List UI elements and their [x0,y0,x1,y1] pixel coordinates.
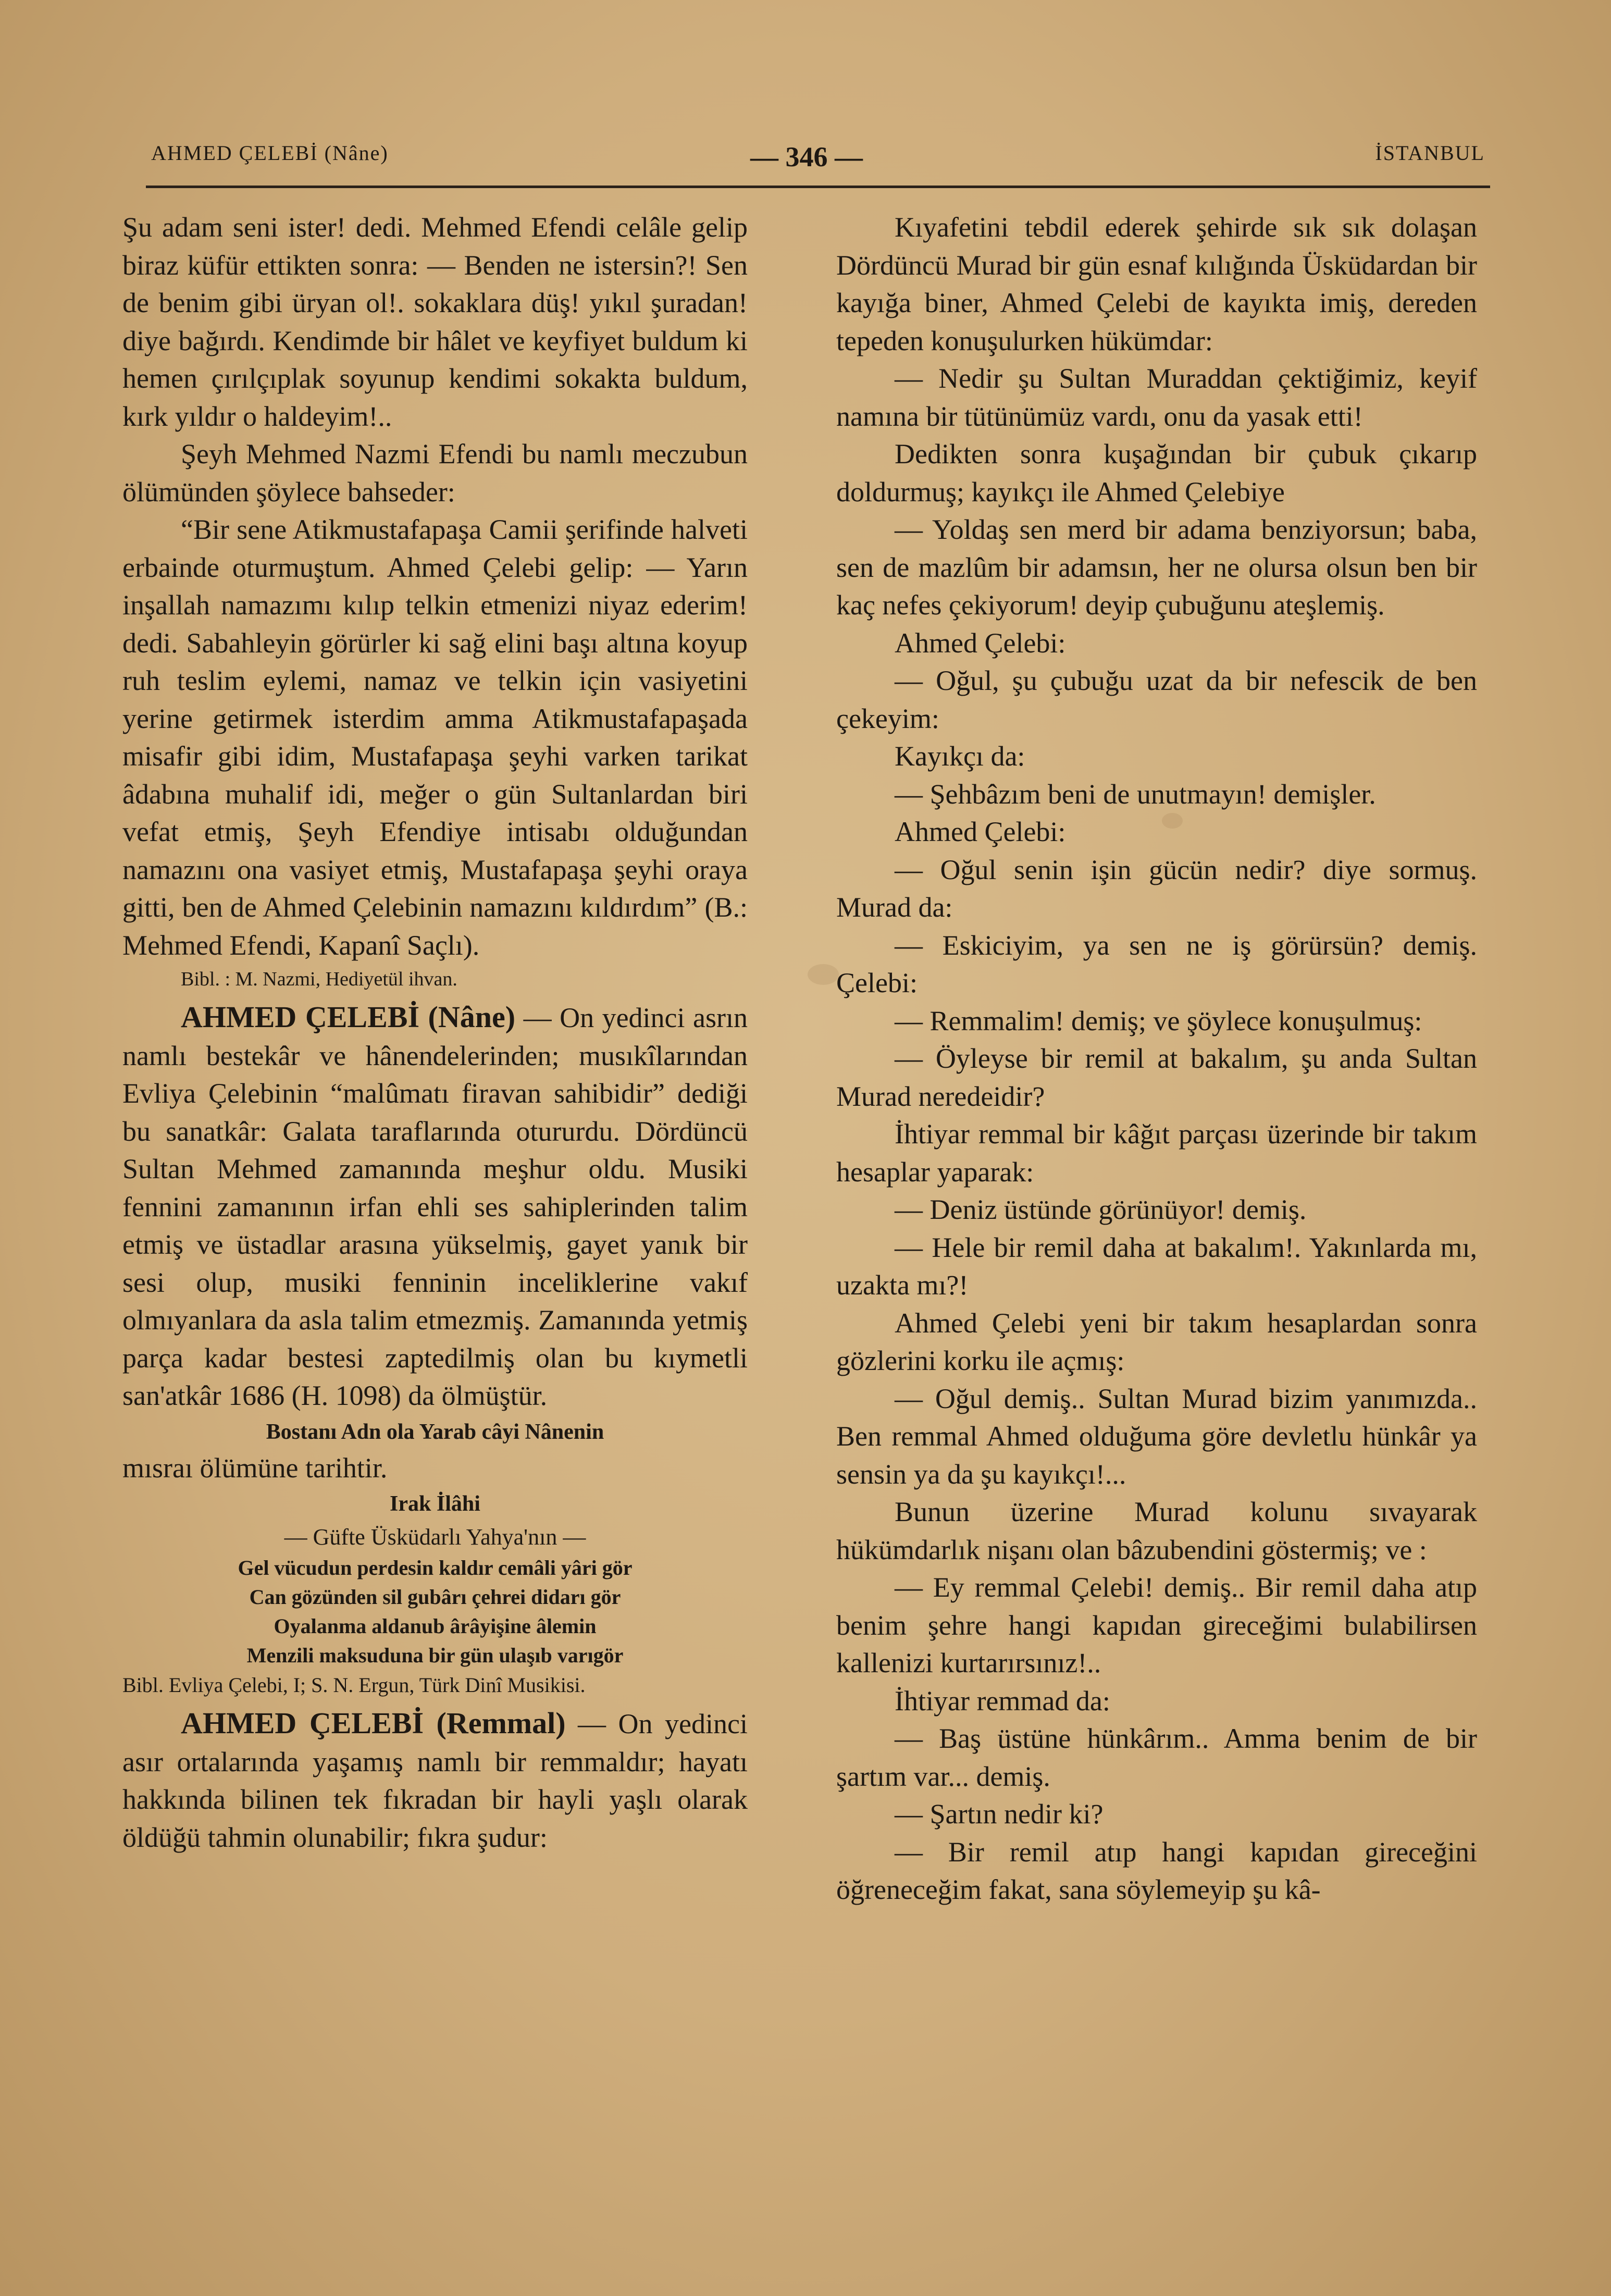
quotation: “Bir sene Atikmustafapaşa Camii şerifinde halveti erbainde oturmuştum. Ahmed Çelebi gelip: — Yarın inşallah namazımı kılıp telkin etmenizi niyaz ederim! dedi. Sabahleyin görürler ki sağ elini başı altına koyup ruh teslim eylemi, namaz ve telkin için vasiyetini yerine getirmek isterdim amma Atikmustafapaşada misafir gibi idim, Mustafapaşa şeyhi varken tarikat âdabına muhalif idi, meğer o gün Sultanlardan biri vefat etmiş, Şeyh Efendiye intisabı olduğundan namazını ona vasiyet etmiş, Mustafapaşa şeyhi oraya gitti, ben de Ahmed Çelebinin namazını kıldırdım” (B.: Mehmed Efendi, Kapanî Saçlı). [122,514,748,961]
dialogue-line: — Bir remil atıp hangi kapıdan gireceğini öğreneceğim fakat, sana söylemeyip şu kâ- [836,1836,1477,1905]
header-section: İSTANBUL [1375,141,1485,165]
paragraph: Şeyh Mehmed Nazmi Efendi bu namlı meczubun ölümünden şöylece bahseder: [122,438,748,508]
dialogue-line: — Oğul demiş.. Sultan Murad bizim yanımızda.. Ben remmal Ahmed olduğuma göre devletlu hünkâr ya sensin ya da şu kayıkçı!... [836,1382,1477,1490]
dialogue-line: — Şehbâzım beni de unutmayın! demişler. [895,778,1376,810]
dialogue-line: — Oğul senin işin gücün nedir? diye sormuş. Murad da: [836,854,1477,923]
dialogue-line: — Baş üstüne hünkârım.. Amma benim de bir şartım var... demiş. [836,1723,1477,1792]
paragraph: Şu adam seni ister! dedi. Mehmed Efendi celâle gelip biraz küfür ettikten sonra: — Benden ne istersin?! Sen de benim gibi üryan ol!. sokaklara düş! yıkıl şuradan! diye bağırdı. Kendimde bir hâlet ve keyfiyet buldum ki hemen çırılçıplak soyunup kendimi sokakta buldum, kırk yıldır o haldeyim!.. [122,212,748,432]
verse-line: Bostanı Adn ola Yarab câyi Nânenin [266,1419,604,1444]
entry-ahmed-celebi-remmal [122,1705,748,1856]
dialogue-line: — Hele bir remil daha at bakalım!. Yakınlarda mı, uzakta mı?! [836,1231,1477,1301]
dialogue-line: — Şartın nedir ki? [895,1798,1104,1830]
speaker: Kayıkçı da: [895,740,1025,772]
header-rule [146,186,1490,188]
verse-line: Can gözünden sil gubârı çehrei didarı gör [249,1585,621,1609]
paragraph: Ahmed Çelebi yeni bir takım hesaplardan sonra gözlerini korku ile açmış: [836,1307,1477,1376]
bibliography: Bibl. : M. Nazmi, Hediyetül ihvan. [181,968,457,990]
dialogue-line: — Nedir şu Sultan Muraddan çektiğimiz, keyif namına bir tütünümüz vardı, onu da yasak etti! [836,363,1477,432]
running-header [151,141,1485,182]
gufte-attribution: — Güfte Üsküdarlı Yahya'nın — [284,1524,586,1550]
entry-text: — On yedinci asır ortalarında yaşamış namlı bir remmaldır; hayatı hakkında bilinen tek fıkradan bir hayli yaşlı olarak öldüğü tahmin olunabilir; fıkra şudur: [122,1708,748,1853]
verse-line: Gel vücudun perdesin kaldır cemâli yâri gör [238,1556,633,1579]
verse-line: Oyalanma aldanub ârâyişine âlemin [274,1614,597,1638]
entry-ahmed-celebi-nane [122,998,748,1415]
entry-title: AHMED ÇELEBİ (Nâne) [181,1000,516,1034]
paragraph: İhtiyar remmal bir kâğıt parçası üzerinde bir takım hesaplar yaparak: [836,1118,1477,1188]
paper-stain [808,964,839,985]
page-number: — 346 — [750,141,863,172]
right-column [836,208,1477,1909]
entry-text: — On yedinci asrın namlı bestekâr ve hânendelerinden; musıkîlarından Evliya Çelebinin “malûmatı firavan sahibidir” dediği bu sanatkâr: Galata taraflarında otururdu. Dördüncü Sultan Mehmed zamanında meşhur oldu. Musiki fennini zamanının irfan ehli ses sahiplerinden talim etmiş ve üstadlar arasına yükselmiş, gayet yanık bir sesi olup, musiki fenninin inceliklerine vakıf olmıyanlara da asla talim etmezmiş. Zamanında yetmiş parça kadar bestesi zaptedilmiş olan bu kıymetli san'atkâr 1686 (H. 1098) da ölmüştür. [122,1002,748,1411]
left-column [122,208,748,1856]
header-entry-name: AHMED ÇELEBİ (Nâne) [151,141,389,165]
paragraph: Kıyafetini tebdil ederek şehirde sık sık dolaşan Dördüncü Murad bir gün esnaf kılığında Üsküdardan bir kayığa biner, Ahmed Çelebi de kayıkta imiş, dereden tepeden konuşulurken hükümdar: [836,212,1477,356]
dialogue-line: — Ey remmal Çelebi! demiş.. Bir remil daha atıp benim şehre hangi kapıdan gireceğimi bulabilirsen kallenizi kurtarırsınız!.. [836,1572,1477,1678]
dialogue-line: — Remmalim! demiş; ve şöylece konuşulmuş: [895,1005,1422,1036]
bibliography: Bibl. Evliya Çelebi, I; S. N. Ergun, Türk Dinî Musikisi. [122,1673,586,1697]
paragraph: Dedikten sonra kuşağından bir çubuk çıkarıp doldurmuş; kayıkçı ile Ahmed Çelebiye [836,438,1477,508]
speaker: İhtiyar remmad da: [895,1685,1110,1717]
dialogue-line: — Yoldaş sen merd bir adama benziyorsun; baba, sen de mazlûm bir adamsın, her ne olursa olsun ben bir kaç nefes çekiyorum! deyip çubuğunu ateşlemiş. [836,514,1477,621]
speaker: Ahmed Çelebi: [895,816,1066,847]
paragraph: Bunun üzerine Murad kolunu sıvayarak hükümdarlık nişanı olan bâzubendini göstermiş; ve : [836,1496,1477,1565]
makam-heading: Irak İlâhi [390,1492,480,1516]
dialogue-line: — Oğul, şu çubuğu uzat da bir nefescik de ben çekeyim: [836,665,1477,734]
speaker: Ahmed Çelebi: [895,627,1066,659]
dialogue-line: — Öyleyse bir remil at bakalım, şu anda Sultan Murad neredeidir? [836,1043,1477,1112]
paragraph: mısraı ölümüne tarihtir. [122,1452,388,1484]
entry-title: AHMED ÇELEBİ (Remmal) [181,1706,566,1740]
dialogue-line: — Eskiciyim, ya sen ne iş görürsün? demiş. Çelebi: [836,929,1477,998]
verse-line: Menzili maksuduna bir gün ulaşıb varıgör [246,1644,624,1667]
dialogue-line: — Deniz üstünde görünüyor! demiş. [895,1194,1307,1225]
